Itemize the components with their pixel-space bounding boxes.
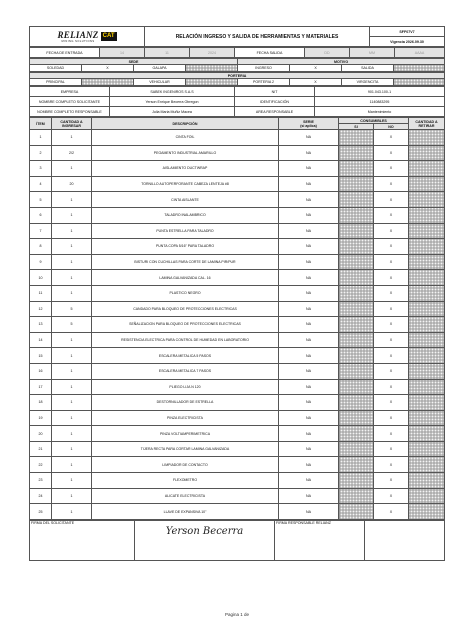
- relianz-logo: RELIANZ: [57, 29, 99, 40]
- item-consumible-no[interactable]: X: [374, 223, 409, 239]
- item-serie[interactable]: NA: [279, 254, 339, 270]
- item-number[interactable]: 18: [30, 395, 52, 411]
- item-cantidad-retirar[interactable]: [409, 270, 445, 286]
- item-cantidad-retirar[interactable]: [409, 348, 445, 364]
- item-number[interactable]: 15: [30, 348, 52, 364]
- nit-label: NIT: [235, 87, 315, 97]
- motivo-salida-check[interactable]: [394, 65, 445, 72]
- item-quantity[interactable]: 1: [52, 223, 92, 239]
- table-row: [30, 504, 445, 520]
- item-serie[interactable]: NA: [279, 207, 339, 223]
- item-consumible-si[interactable]: [339, 145, 374, 161]
- item-cantidad-retirar[interactable]: [409, 395, 445, 411]
- item-serie[interactable]: NA: [279, 395, 339, 411]
- table-row: [30, 130, 445, 146]
- item-consumible-no[interactable]: X: [374, 348, 409, 364]
- item-description[interactable]: ALICATE ELECTRICISTA: [92, 488, 279, 504]
- table-row: [30, 161, 445, 177]
- item-quantity[interactable]: 1: [52, 348, 92, 364]
- item-quantity[interactable]: 1: [52, 332, 92, 348]
- table-row: [30, 410, 445, 426]
- solicitante-value[interactable]: Yerson Enrique Becerra Obregon: [110, 97, 235, 107]
- sede-motivo-table: [29, 58, 445, 72]
- item-cantidad-retirar[interactable]: [409, 254, 445, 270]
- table-row: [30, 285, 445, 301]
- item-consumible-no[interactable]: X: [374, 161, 409, 177]
- item-quantity[interactable]: 1: [52, 161, 92, 177]
- item-serie[interactable]: NA: [279, 176, 339, 192]
- item-consumible-no[interactable]: X: [374, 301, 409, 317]
- item-cantidad-retirar[interactable]: [409, 379, 445, 395]
- item-consumible-si[interactable]: [339, 473, 374, 489]
- item-serie[interactable]: NA: [279, 332, 339, 348]
- items-table: [29, 117, 445, 520]
- item-number[interactable]: 9: [30, 254, 52, 270]
- table-row: [30, 332, 445, 348]
- table-row: [30, 473, 445, 489]
- page-footer: Pagina 1 de: [224, 612, 250, 617]
- item-quantity[interactable]: 1: [52, 504, 92, 520]
- item-col-header: ÍTEM: [30, 118, 52, 130]
- item-consumible-no[interactable]: X: [374, 207, 409, 223]
- item-number[interactable]: 7: [30, 223, 52, 239]
- item-description[interactable]: TIJERA RECTA PARA CORTAR LAMINA GALVANIZADA: [92, 441, 279, 457]
- item-consumible-no[interactable]: X: [374, 379, 409, 395]
- firma-solicitante-box[interactable]: [135, 520, 275, 560]
- table-row: [30, 176, 445, 192]
- solicitante-label: NOMBRE COMPLETO SOLICITANTE: [30, 97, 110, 107]
- item-quantity[interactable]: 5: [52, 317, 92, 333]
- item-consumible-no[interactable]: X: [374, 395, 409, 411]
- item-description[interactable]: SEÑALIZACION PARA BLOQUEO DE PROTECCIONES ELECTRICAS: [92, 317, 279, 333]
- porteria-2-label: PORTERIA 2: [238, 79, 290, 86]
- item-description[interactable]: PLASTICO NEGRO: [92, 285, 279, 301]
- item-consumible-si[interactable]: [339, 176, 374, 192]
- fecha-entrada-month[interactable]: 11: [145, 48, 190, 58]
- serie-header-label: SERIE: [303, 119, 314, 124]
- identificacion-value[interactable]: 1140883295: [315, 97, 445, 107]
- item-description[interactable]: TORNILLO AUTOPERFORANTE CABEZA LENTEJA #8: [92, 176, 279, 192]
- item-number[interactable]: 8: [30, 239, 52, 255]
- item-cantidad-retirar[interactable]: [409, 223, 445, 239]
- sede-soledad-label: SOLEDAD: [30, 65, 82, 72]
- item-cantidad-retirar[interactable]: [409, 301, 445, 317]
- item-consumible-no[interactable]: X: [374, 145, 409, 161]
- item-consumible-no[interactable]: X: [374, 176, 409, 192]
- item-cantidad-retirar[interactable]: [409, 457, 445, 473]
- item-serie[interactable]: NA: [279, 504, 339, 520]
- item-serie[interactable]: NA: [279, 130, 339, 146]
- item-consumible-no[interactable]: X: [374, 504, 409, 520]
- item-description[interactable]: PINZA ELECTRICISTA: [92, 410, 279, 426]
- firma-responsable-label: FIRMA RESPONSABLE RELIANZ: [275, 520, 365, 560]
- item-consumible-si[interactable]: [339, 223, 374, 239]
- item-number[interactable]: 23: [30, 473, 52, 489]
- item-serie[interactable]: NA: [279, 348, 339, 364]
- fecha-salida-month[interactable]: MM: [350, 48, 395, 58]
- item-consumible-si[interactable]: [339, 410, 374, 426]
- item-serie[interactable]: NA: [279, 317, 339, 333]
- item-consumible-no[interactable]: X: [374, 488, 409, 504]
- item-cantidad-retirar[interactable]: [409, 488, 445, 504]
- item-number[interactable]: 11: [30, 285, 52, 301]
- fecha-salida-year[interactable]: AAAA: [395, 48, 445, 58]
- item-cantidad-retirar[interactable]: [409, 317, 445, 333]
- table-row: [30, 457, 445, 473]
- item-description[interactable]: LIMPIADOR DE CONTACTO: [92, 457, 279, 473]
- porteria-table: [29, 72, 445, 86]
- table-row: [30, 207, 445, 223]
- item-number[interactable]: 21: [30, 441, 52, 457]
- item-serie[interactable]: NA: [279, 488, 339, 504]
- table-row: [30, 223, 445, 239]
- fecha-salida-label: FECHA SALIDA: [235, 48, 305, 58]
- area-label: AREA RESPONSABLE: [235, 107, 315, 117]
- company-info-table: [29, 86, 445, 117]
- item-description[interactable]: LAMINA GALVANIZADA CAL. 16: [92, 270, 279, 286]
- identificacion-label: IDENTIFICACIÓN: [235, 97, 315, 107]
- descripcion-header: DESCRIPCIÓN: [92, 118, 279, 130]
- form-code: SFF07V7: [370, 27, 445, 37]
- item-serie[interactable]: NA: [279, 145, 339, 161]
- item-consumible-si[interactable]: [339, 285, 374, 301]
- item-description[interactable]: PEGAMENTO INDUSTRIAL AMARILLO: [92, 145, 279, 161]
- item-quantity[interactable]: 1: [52, 426, 92, 442]
- item-cantidad-retirar[interactable]: [409, 504, 445, 520]
- table-row: [30, 145, 445, 161]
- item-quantity[interactable]: 1: [52, 488, 92, 504]
- form-title: RELACIÓN INGRESO Y SALIDA DE HERRAMIENTAS Y MATERIALES: [145, 27, 370, 47]
- item-cantidad-retirar[interactable]: [409, 176, 445, 192]
- item-serie[interactable]: NA: [279, 223, 339, 239]
- dates-table: [29, 47, 445, 58]
- firma-responsable-box[interactable]: [365, 520, 445, 560]
- item-quantity[interactable]: 1: [52, 379, 92, 395]
- logo-subtext: MINING SOLUTIONS: [61, 39, 95, 43]
- item-consumible-si[interactable]: [339, 317, 374, 333]
- consumibles-no-header: NO: [374, 124, 409, 130]
- item-number[interactable]: 13: [30, 317, 52, 333]
- item-number[interactable]: 20: [30, 426, 52, 442]
- item-number[interactable]: 12: [30, 301, 52, 317]
- item-consumible-no[interactable]: X: [374, 457, 409, 473]
- item-quantity[interactable]: 1: [52, 441, 92, 457]
- serie-header-note: (si aplica): [300, 123, 317, 128]
- table-row: [30, 301, 445, 317]
- table-row: [30, 270, 445, 286]
- item-serie[interactable]: NA: [279, 457, 339, 473]
- consumibles-si-header: SI: [339, 124, 374, 130]
- item-consumible-no[interactable]: X: [374, 441, 409, 457]
- item-consumible-no[interactable]: X: [374, 363, 409, 379]
- item-serie[interactable]: NA: [279, 379, 339, 395]
- table-row: [30, 317, 445, 333]
- cantidad-ingresar-header: CANTIDAD A INGRESAR: [52, 118, 92, 130]
- table-row: [30, 239, 445, 255]
- item-consumible-no[interactable]: X: [374, 426, 409, 442]
- item-quantity[interactable]: 20: [52, 176, 92, 192]
- item-cantidad-retirar[interactable]: [409, 285, 445, 301]
- item-serie[interactable]: NA: [279, 270, 339, 286]
- item-consumible-si[interactable]: [339, 270, 374, 286]
- item-rows: [30, 130, 445, 520]
- item-serie[interactable]: NA: [279, 301, 339, 317]
- item-consumible-no[interactable]: X: [374, 410, 409, 426]
- item-serie[interactable]: NA: [279, 363, 339, 379]
- motivo-header: MOTIVO: [238, 59, 445, 65]
- item-serie[interactable]: NA: [279, 426, 339, 442]
- item-consumible-si[interactable]: [339, 363, 374, 379]
- item-cantidad-retirar[interactable]: [409, 145, 445, 161]
- item-description[interactable]: PUNTA ESTRELLA PARA TALADRO: [92, 223, 279, 239]
- solicitante-signature: Yerson Becerra: [165, 525, 244, 537]
- item-number[interactable]: 3: [30, 161, 52, 177]
- serie-header: [279, 118, 339, 130]
- cantidad-retirar-header: CANTIDAD A RETIRAR: [409, 118, 445, 130]
- porteria-principal-check[interactable]: [82, 79, 134, 86]
- item-description[interactable]: ESCALERA METALICA 5 PASOS: [92, 348, 279, 364]
- item-consumible-si[interactable]: [339, 504, 374, 520]
- item-quantity[interactable]: 1: [52, 270, 92, 286]
- item-consumible-no[interactable]: X: [374, 332, 409, 348]
- table-row: [30, 348, 445, 364]
- table-row: [30, 379, 445, 395]
- porteria-header: PORTERIA: [30, 73, 445, 79]
- porteria-virgencita-check[interactable]: [394, 79, 445, 86]
- item-consumible-no[interactable]: X: [374, 285, 409, 301]
- item-consumible-si[interactable]: [339, 488, 374, 504]
- item-description[interactable]: TALADRO INALAMBRICO: [92, 207, 279, 223]
- item-consumible-no[interactable]: X: [374, 317, 409, 333]
- item-description[interactable]: LLAVE DE EXPANSIVA 10": [92, 504, 279, 520]
- firma-solicitante-label: FIRMA DEL SOLICITANTE: [30, 520, 135, 560]
- item-number[interactable]: 5: [30, 192, 52, 208]
- table-row: [30, 426, 445, 442]
- item-serie[interactable]: NA: [279, 473, 339, 489]
- item-quantity[interactable]: 1: [52, 207, 92, 223]
- item-consumible-si[interactable]: [339, 379, 374, 395]
- cat-logo: CAT: [102, 33, 115, 39]
- item-description[interactable]: PLIEGO LIJA N 120: [92, 379, 279, 395]
- item-cantidad-retirar[interactable]: [409, 207, 445, 223]
- item-description[interactable]: CINTA FOIL: [92, 130, 279, 146]
- table-row: [30, 192, 445, 208]
- item-description[interactable]: CANDADO PARA BLOQUEO DE PROTECCIONES ELECTRICAS: [92, 301, 279, 317]
- empresa-label: EMPRESA: [30, 87, 110, 97]
- item-description[interactable]: BISTURI CON CUCHILLAS PARA CORTE DE LAMINA PIR/PUR: [92, 254, 279, 270]
- responsable-label: NOMBRE COMPLETO RESPONSABLE: [30, 107, 110, 117]
- item-number[interactable]: 10: [30, 270, 52, 286]
- item-consumible-si[interactable]: [339, 395, 374, 411]
- empresa-value[interactable]: SABEK INGENIROS S.A.S: [110, 87, 235, 97]
- fecha-entrada-year[interactable]: 2024: [190, 48, 235, 58]
- item-number[interactable]: 25: [30, 504, 52, 520]
- item-consumible-no[interactable]: X: [374, 254, 409, 270]
- item-consumible-no[interactable]: X: [374, 270, 409, 286]
- sede-header: SEDE: [30, 59, 238, 65]
- item-quantity[interactable]: 1: [52, 130, 92, 146]
- item-number[interactable]: 19: [30, 410, 52, 426]
- item-quantity[interactable]: 1: [52, 457, 92, 473]
- sede-galapa-label: GALAPA: [134, 65, 186, 72]
- porteria-vehicular-check[interactable]: [186, 79, 238, 86]
- motivo-salida-label: SALIDA: [342, 65, 394, 72]
- item-quantity[interactable]: 1: [52, 395, 92, 411]
- responsable-value[interactable]: Julia Maria Muñiz Macea: [110, 107, 235, 117]
- item-serie[interactable]: NA: [279, 192, 339, 208]
- company-logo: [30, 31, 144, 43]
- sede-galapa-check[interactable]: [186, 65, 238, 72]
- item-serie[interactable]: NA: [279, 239, 339, 255]
- item-cantidad-retirar[interactable]: [409, 192, 445, 208]
- item-cantidad-retirar[interactable]: [409, 410, 445, 426]
- item-quantity[interactable]: 1: [52, 410, 92, 426]
- item-serie[interactable]: NA: [279, 410, 339, 426]
- item-consumible-no[interactable]: X: [374, 192, 409, 208]
- item-cantidad-retirar[interactable]: [409, 130, 445, 146]
- item-cantidad-retirar[interactable]: [409, 161, 445, 177]
- item-consumible-si[interactable]: [339, 207, 374, 223]
- sede-soledad-check[interactable]: X: [82, 65, 134, 72]
- item-number[interactable]: 4: [30, 176, 52, 192]
- item-consumible-si[interactable]: [339, 254, 374, 270]
- form-header: [29, 26, 445, 47]
- item-quantity[interactable]: 1: [52, 285, 92, 301]
- table-row: [30, 488, 445, 504]
- table-row: [30, 441, 445, 457]
- table-row: [30, 254, 445, 270]
- item-cantidad-retirar[interactable]: [409, 426, 445, 442]
- item-consumible-no[interactable]: X: [374, 130, 409, 146]
- item-number[interactable]: 16: [30, 363, 52, 379]
- porteria-2-check[interactable]: X: [290, 79, 342, 86]
- form-vigencia: Vigencia 2026.09.30: [370, 37, 445, 47]
- motivo-ingreso-label: INGRESO: [238, 65, 290, 72]
- item-consumible-si[interactable]: [339, 301, 374, 317]
- item-consumible-si[interactable]: [339, 457, 374, 473]
- item-consumible-no[interactable]: X: [374, 473, 409, 489]
- item-description[interactable]: FLEXOMETRO: [92, 473, 279, 489]
- item-cantidad-retirar[interactable]: [409, 441, 445, 457]
- item-number[interactable]: 2: [30, 145, 52, 161]
- signatures-table: [29, 520, 445, 561]
- item-serie[interactable]: NA: [279, 161, 339, 177]
- item-cantidad-retirar[interactable]: [409, 363, 445, 379]
- item-number[interactable]: 22: [30, 457, 52, 473]
- item-serie[interactable]: NA: [279, 441, 339, 457]
- table-row: [30, 395, 445, 411]
- form-sheet: [29, 26, 444, 561]
- item-description[interactable]: PINZA VOLTIAMPERIMETRICA: [92, 426, 279, 442]
- porteria-vehicular-label: VEHICULAR: [134, 79, 186, 86]
- item-quantity[interactable]: 1: [52, 239, 92, 255]
- item-consumible-no[interactable]: X: [374, 239, 409, 255]
- item-description[interactable]: CINTA AISLANTE: [92, 192, 279, 208]
- item-description[interactable]: DESTORNILLADOR DE ESTRELLA: [92, 395, 279, 411]
- item-consumible-si[interactable]: [339, 332, 374, 348]
- table-row: [30, 363, 445, 379]
- item-cantidad-retirar[interactable]: [409, 239, 445, 255]
- item-number[interactable]: 17: [30, 379, 52, 395]
- nit-value[interactable]: 901.043.100-1: [315, 87, 445, 97]
- logo-cell: [30, 27, 145, 47]
- item-serie[interactable]: NA: [279, 285, 339, 301]
- item-consumible-si[interactable]: [339, 426, 374, 442]
- item-description[interactable]: AISLAMIENTO DUCTWRAP: [92, 161, 279, 177]
- item-consumible-si[interactable]: [339, 130, 374, 146]
- item-quantity[interactable]: 5: [52, 301, 92, 317]
- fecha-entrada-day[interactable]: 14: [100, 48, 145, 58]
- item-cantidad-retirar[interactable]: [409, 473, 445, 489]
- consumibles-header: CONSUMIBLES: [339, 118, 409, 124]
- item-quantity[interactable]: 1: [52, 192, 92, 208]
- fecha-entrada-label: FECHA DE ENTRADA: [30, 48, 100, 58]
- motivo-ingreso-check[interactable]: X: [290, 65, 342, 72]
- item-number[interactable]: 6: [30, 207, 52, 223]
- porteria-virgencita-label: VIRGENCITA: [342, 79, 394, 86]
- fecha-salida-day[interactable]: DD: [305, 48, 350, 58]
- item-consumible-si[interactable]: [339, 348, 374, 364]
- item-consumible-si[interactable]: [339, 161, 374, 177]
- item-description[interactable]: RESISTENCIA ELECTRICA PARA CONTROL DE HUMEDAD EN LABORATORIO: [92, 332, 279, 348]
- item-description[interactable]: PUNTA COPA 5/16" PARA TALADRO: [92, 239, 279, 255]
- item-quantity[interactable]: 2/2: [52, 145, 92, 161]
- item-consumible-si[interactable]: [339, 192, 374, 208]
- item-consumible-si[interactable]: [339, 441, 374, 457]
- item-quantity[interactable]: 1: [52, 254, 92, 270]
- item-number[interactable]: 14: [30, 332, 52, 348]
- area-value[interactable]: Mantenimiento: [315, 107, 445, 117]
- porteria-principal-label: PRINCIPAL: [30, 79, 82, 86]
- item-cantidad-retirar[interactable]: [409, 332, 445, 348]
- item-consumible-si[interactable]: [339, 239, 374, 255]
- item-quantity[interactable]: 1: [52, 363, 92, 379]
- item-quantity[interactable]: 1: [52, 473, 92, 489]
- item-number[interactable]: 24: [30, 488, 52, 504]
- item-description[interactable]: ESCALERA METALICA 7 PASOS: [92, 363, 279, 379]
- item-number[interactable]: 1: [30, 130, 52, 146]
